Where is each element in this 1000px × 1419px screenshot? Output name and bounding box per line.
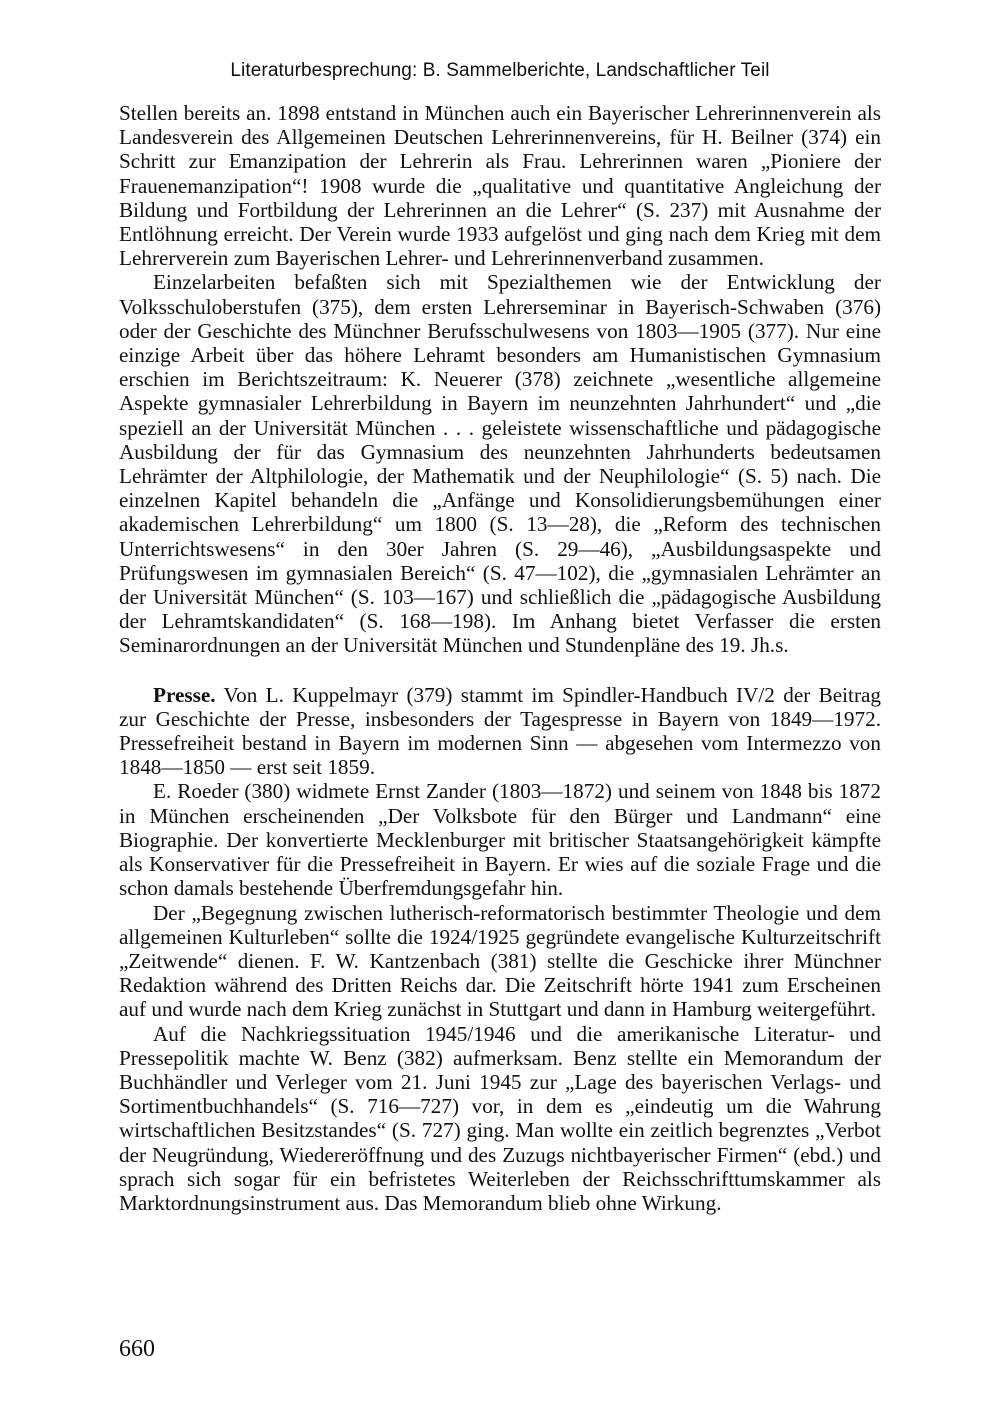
body-text [119, 101, 881, 1215]
paragraph-benz: Auf die Nachkriegssituation 1945/1946 und die amerikanische Literatur- und Pressepolitik machte W. Benz (382) aufmerksam. Benz stellte ein Memorandum der Buchhändler und Verleger vom 21. Juni 1945 zur „Lage des bayerischen Verlags- und Sortimentbuchhandels“ (S. 716—727) vor, in dem es „eindeutig um die Wahrung wirtschaftlichen Besitzstandes“ (S. 727) ging. Man wollte ein zeitlich begrenztes „Verbot der Neugründung, Wiedereröffnung und des Zuzugs nichtbayerischer Firmen“ (ebd.) und sprach sich sogar für ein befristetes Weiterleben der Reichsschrifttumskammer als Marktordnungsinstrument aus. Das Memorandum blieb ohne Wirkung. [119, 1021, 881, 1215]
paragraph-einzelarbeiten: Einzelarbeiten befaßten sich mit Spezialthemen wie der Entwicklung der Volksschuloberstufen (375), dem ersten Lehrerseminar in Bayerisch-Schwaben (376) oder der Geschichte des Münchner Berufsschulwesens von 1803—1905 (377). Nur eine einzige Arbeit über das höhere Lehramt besonders am Humanistischen Gymnasium erschien im Berichtszeitraum: K. Neuerer (378) zeichnete „wesentliche allgemeine Aspekte gymnasialer Lehrerbildung in Bayern im neunzehnten Jahrhundert“ und „die speziell an der Universität München . . . geleistete wissenschaftliche und pädagogische Ausbildung der für das Gymnasium des neunzehnten Jahrhunderts bedeutsamen Lehrämter der Altphilologie, der Mathematik und der Neuphilologie“ (S. 5) nach. Die einzelnen Kapitel behandeln die „Anfänge und Konsolidierungsbemühungen einer akademischen Lehrerbildung“ um 1800 (S. 13—28), die „Reform des technischen Unterrichtswesens“ in den 30er Jahren (S. 29—46), „Ausbildungsaspekte und Prüfungswesen im gymnasialen Bereich“ (S. 47—102), die „gymnasialen Lehrämter an der Universität München“ (S. 103—167) und schließlich die „pädagogische Ausbildung der Lehramtskandidaten“ (S. 168—198). Im Anhang bietet Verfasser die ersten Seminarordnungen an der Universität München und Stundenpläne des 19. Jh.s. [119, 270, 881, 658]
paragraph-zeitwende: Der „Begegnung zwischen lutherisch-reformatorisch bestimmter Theologie und dem allgemeinen Kulturleben“ sollte die 1924/1925 gegründete evangelische Kulturzeitschrift „Zeitwende“ dienen. F. W. Kantzenbach (381) stellte die Geschicke ihrer Münchner Redaktion während des Dritten Reichs dar. Die Zeitschrift hörte 1941 zum Erscheinen auf und wurde nach dem Krieg zunächst in Stuttgart und dann in Hamburg weitergeführt. [119, 900, 881, 1022]
paragraph-roeder: E. Roeder (380) widmete Ernst Zander (1803—1872) und seinem von 1848 bis 1872 in München erscheinenden „Der Volksbote für den Bürger und Landmann“ eine Biographie. Der konvertierte Mecklenburger mit britischer Staatsangehörigkeit kämpfte als Konservativer für die Pressefreiheit in Bayern. Er wies auf die soziale Frage und die schon damals bestehende Überfremdungsgefahr hin. [119, 779, 881, 901]
running-header: Literaturbesprechung: B. Sammelberichte, Landschaftlicher Teil [230, 60, 770, 81]
page-number: 660 [119, 1336, 155, 1362]
paragraph-continuation: Stellen bereits an. 1898 entstand in München auch ein Bayerischer Lehrerinnenverein als Landesverein des Allgemeinen Deutschen Lehrerinnenvereins, für H. Beilner (374) ein Schritt zur Emanzipation der Lehrerin als Frau. Lehrerinnen waren „Pioniere der Frauenemanzipation“! 1908 wurde die „qualitative und quantitative Angleichung der Bildung und Fortbildung der Lehrerinnen an die Lehrer“ (S. 237) mit Ausnahme der Entlöhnung erreicht. Der Verein wurde 1933 aufgelöst und ging nach dem Krieg mit dem Lehrerverein zum Bayerischen Lehrer- und Lehrerinnenverband zusammen. [119, 101, 881, 271]
section-heading-presse: Presse. [153, 682, 216, 707]
paragraph-presse-text: Von L. Kuppelmayr (379) stammt im Spindler-Handbuch IV/2 der Beitrag zur Geschichte der Presse, insbesonders der Tagespresse in Bayern von 1849—1972. Pressefreiheit bestand in Bayern im modernen Sinn — abgesehen vom Intermezzo von 1848—1850 — erst seit 1859. [119, 682, 881, 780]
section-divider [119, 658, 881, 683]
paragraph-presse-lead [119, 683, 881, 780]
